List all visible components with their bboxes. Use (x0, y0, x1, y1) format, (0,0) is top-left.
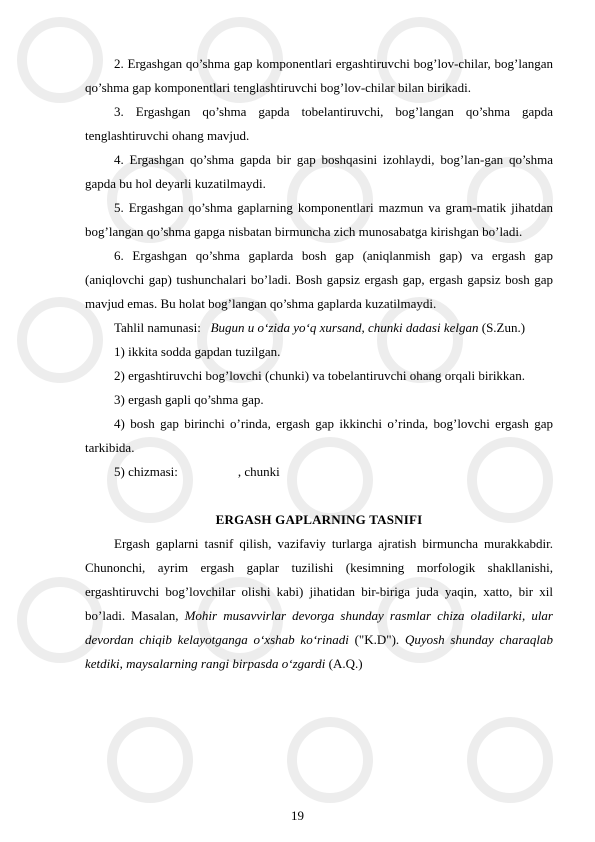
analysis-item-5 (85, 460, 553, 484)
paragraph-difference-3: 3. Ergashgan qo’shma gapda tobelantiruvchi, bog’langan qo’shma gapda tenglashtiruvchi ohang mavjud. (85, 104, 553, 143)
paragraph-difference-6: 6. Ergashgan qo’shma gaplarda bosh gap (aniqlanmish gap) va ergash gap (aniqlovchi gap) tushunchalari bo’ladi. Bosh gapsiz ergash gap, ergash gapsiz bosh gap mavjud emas. Bu holat bog’langan qo’shma gaplarda kuzatilmaydi. (85, 248, 553, 311)
section-heading: ERGASH GAPLARNING TASNIFI (215, 512, 423, 527)
analysis-item-2: 2) ergashtiruvchi bog’lovchi (chunki) va tobelantiruvchi ohang orqali birikkan. (114, 368, 525, 383)
example-source-1: ("K.D"). (348, 632, 405, 647)
analysis-label: Tahlil namunasi: (114, 320, 201, 335)
analysis-sample (85, 316, 553, 340)
example-sentence-1: Mohir musavvirlar devorga shunday rasmlar chiza oladilarki, ular devordan chiqib kelayotganga o‘xshab ko‘rinadi (85, 608, 553, 647)
body-text (85, 52, 553, 676)
analysis-item-1: 1) ikkita sodda gapdan tuzilgan. (114, 344, 281, 359)
analysis-source: (S.Zun.) (481, 320, 526, 335)
scheme-connector: , chunki (237, 464, 280, 479)
analysis-item-4: 4) bosh gap birinchi o’rinda, ergash gap ikkinchi o’rinda, bog’lovchi ergash gap tarkibida. (85, 416, 553, 455)
classification-lead: Ergash gaplarni tasnif qilish, vazifaviy turlarga ajratish birmuncha murakkabdir. Chunonchi, ayrim ergash gaplar tuzilishi (kesimning morfologik shakllanishi, ergashtiruvchi bog’lovchilar olishi kabi) jihatidan bir-biriga juda yaqin, xatto, bir xil bo’ladi. Masalan, (85, 536, 553, 623)
paragraph-difference-4: 4. Ergashgan qo’shma gapda bir gap boshqasini izohlaydi, bog’lan-gan qo’shma gapda bu hol deyarli kuzatilmaydi. (85, 152, 553, 191)
classification-paragraph (85, 532, 553, 676)
page-number: 19 (291, 808, 304, 823)
example-source-2: (A.Q.) (325, 656, 363, 671)
example-sentence-2: Quyosh shunday charaqlab ketdiki, maysalarning rangi birpasda o‘zgardi (85, 632, 553, 671)
paragraph-difference-5: 5. Ergashgan qo’shma gaplarning komponentlari mazmun va gram-matik jihatdan bog’langan qo’shma gapga nisbatan birmuncha zich munosabatga kirishgan bo’ladi. (85, 200, 553, 239)
paragraph-difference-2: 2. Ergashgan qo’shma gap komponentlari ergashtiruvchi bog’lov-chilar, bog’langan qo’shma gap komponentlari tenglashtiruvchi bog’lov-chilar bilan birikadi. (85, 56, 553, 95)
analysis-example: Bugun u o‘zida yo‘q xursand, chunki dadasi kelgan (210, 320, 479, 335)
analysis-item-3: 3) ergash gapli qo’shma gap. (114, 392, 264, 407)
scheme-label: 5) chizmasi: (114, 464, 178, 479)
